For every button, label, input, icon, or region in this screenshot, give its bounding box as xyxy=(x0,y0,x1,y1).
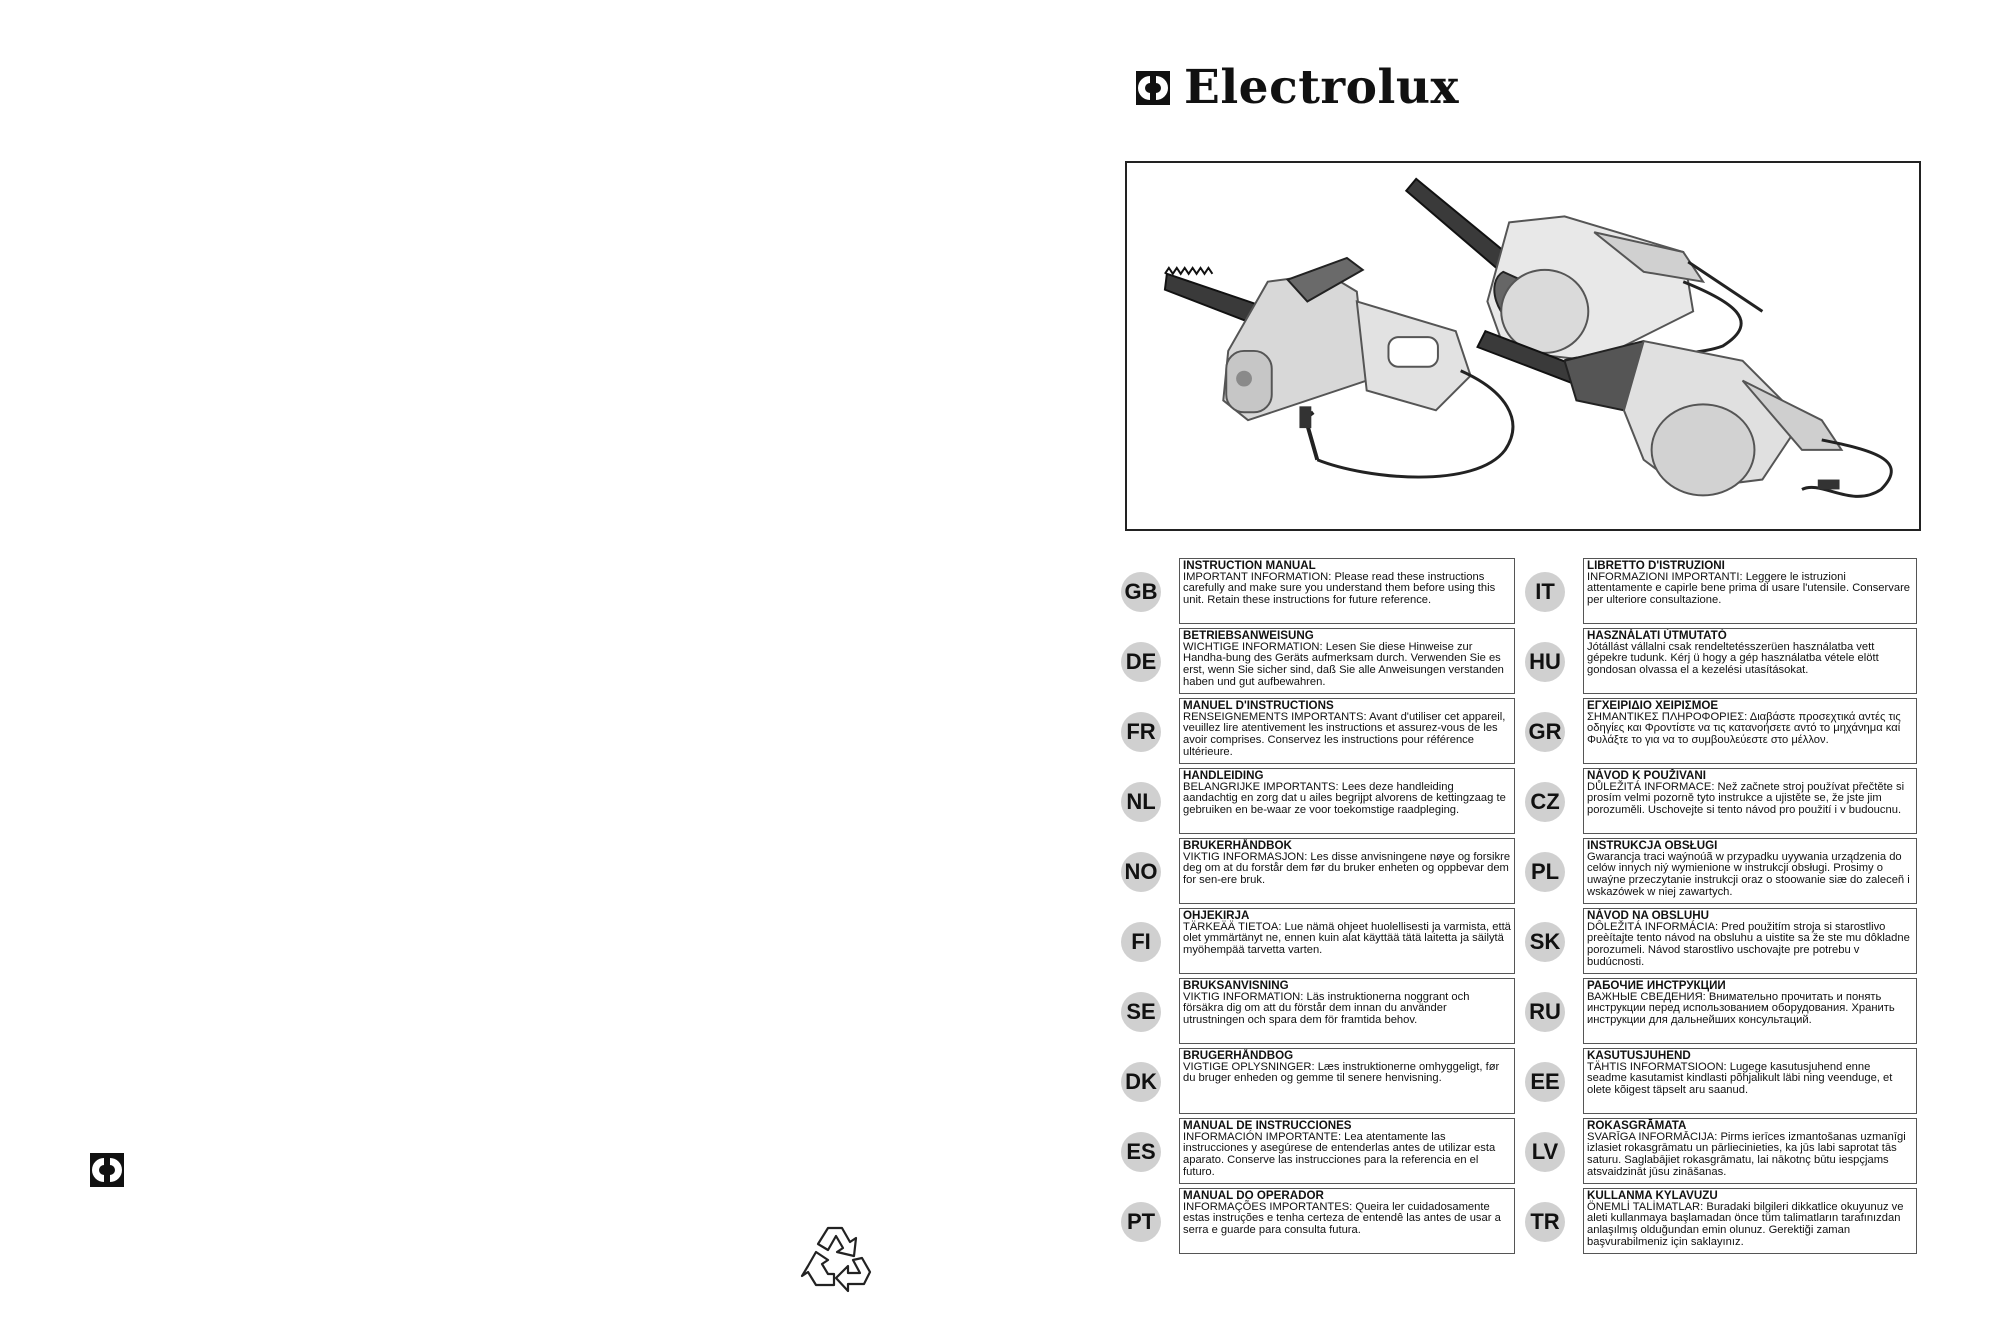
language-entry-de xyxy=(1121,628,1521,694)
manual-notice: VIGTIGE OPLYSNINGER: Læs instruktionerne omhyggeligt, før du bruger enheden og gemme til senere henvisning. xyxy=(1183,1060,1500,1085)
chainsaws-illustration xyxy=(1127,163,1919,529)
language-entry-no xyxy=(1121,838,1521,904)
language-code-badge: EE xyxy=(1525,1062,1565,1102)
manual-notice: ÖNEMLİ TALİMATLAR: Buradaki bilgileri dikkatlice okuyunuz ve aleti kullanmaya başlamadan önce tüm talimatların tarafınızdan anlaşılmış olduğundan emin olunuz. Gerektiği zaman başvurabilmeniz için saklayınız. xyxy=(1587,1200,1904,1248)
language-code-badge: NL xyxy=(1121,782,1161,822)
manual-notice: DÔLEŽITÁ INFORMÁCIA: Pred použitím stroja si starostlivo preèítajte tento návod na obsluhu a uistite sa že ste mu dôkladne porozumeli. Návod starostlivo uschovajte pre potrebu v budúcnosti. xyxy=(1587,920,1910,968)
language-description xyxy=(1179,978,1515,1044)
manual-title: BRUKERHÅNDBOK xyxy=(1183,839,1292,852)
language-entry-pt xyxy=(1121,1188,1521,1254)
manual-title: NÁVOD K POUŽIVANI xyxy=(1587,769,1706,782)
manual-title: MANUAL DO OPERADOR xyxy=(1183,1189,1324,1202)
manual-notice: DŮLEŽITÁ INFORMACE: Než začnete stroj používat přečtěte si prosím velmi pozorně tyto instrukce a ujistěte se, že jste jim porozuměli. Uschovejte si tento návod pro použití i v budoucnu. xyxy=(1587,780,1905,816)
language-code-badge: DE xyxy=(1121,642,1161,682)
manual-notice: ВАЖНЫЕ СВЕДЕНИЯ: Внимательно прочитать и понять инструкции перед использованием оборудования. Хранить инструкции для дальнейших консультаций. xyxy=(1587,990,1895,1026)
manual-notice: Jótállást vállalni csak rendeltetésszerüen használatba vett gépekre tudunk. Kérj ü hogy a gép használatba vétele elött gondosan olvassa el a kezelési utasításokat. xyxy=(1587,640,1879,676)
language-entry-ee xyxy=(1525,1048,1925,1114)
manual-notice: IMPORTANT INFORMATION: Please read these instructions carefully and make sure you understand them before using this unit. Retain these instructions for future reference. xyxy=(1183,570,1496,606)
manual-notice: SVARĪGA INFORMĀCIJA: Pirms ierīces izmantošanas uzmanīgi izlasiet rokasgrāmatu un pārliecinieties, ka jūs labi saprotat tās saturu. Saglabājiet rokasgrāmatu, lai nākotnç būtu iespçjams atsvaidzināt jūsu zināšanas. xyxy=(1587,1130,1906,1178)
electrolux-logo-icon xyxy=(1136,71,1170,105)
language-code-badge: FR xyxy=(1121,712,1161,752)
language-entry-ru xyxy=(1525,978,1925,1044)
language-entry-it xyxy=(1525,558,1925,624)
manual-title: ROKASGRĀMATA xyxy=(1587,1119,1687,1132)
language-description xyxy=(1179,838,1515,904)
manual-notice: VIKTIG INFORMASJON: Les disse anvisningene nøye og forsikre deg om at du forstår dem før du bruker enheten og oppbevar dem for sen-ere bruk. xyxy=(1183,850,1511,886)
language-description xyxy=(1583,1048,1917,1114)
language-code-badge: NO xyxy=(1121,852,1161,892)
manual-title: NÁVOD NA OBSLUHU xyxy=(1587,909,1709,922)
brand-name: Electrolux xyxy=(1184,60,1460,115)
chainsaw-top-right xyxy=(1406,179,1762,361)
manual-title: ΕΓΧΕΙΡΙΔΙΟ ΧΕΙΡΙΣΜΟΕ xyxy=(1587,699,1719,712)
manual-notice: Gwarancja traci waýnoúã w przypadku uyywania urządzenia do celów innych niý wymienione w instrukcji obsługi. Prosimy o uwaýne przeczytanie instrukcji oraz o stoowanie siæ do zaleceñ i wskazówek w niej zawartych. xyxy=(1587,850,1910,898)
product-photo xyxy=(1125,161,1921,531)
language-description xyxy=(1179,768,1515,834)
language-description xyxy=(1583,1188,1917,1254)
language-description xyxy=(1179,1048,1515,1114)
language-entry-hu xyxy=(1525,628,1925,694)
language-entry-lv xyxy=(1525,1118,1925,1184)
language-code-badge: DK xyxy=(1121,1062,1161,1102)
manual-title: KULLANMA KYLAVUZU xyxy=(1587,1189,1718,1202)
manual-notice: VIKTIG INFORMATION: Läs instruktionerna noggrant och försäkra dig om att du förstår dem innan du använder utrustningen och spara dem för framtida behov. xyxy=(1183,990,1470,1026)
language-description xyxy=(1583,908,1917,974)
language-entry-tr xyxy=(1525,1188,1925,1254)
language-description xyxy=(1583,558,1917,624)
language-entry-fi xyxy=(1121,908,1521,974)
language-code-badge: GB xyxy=(1121,572,1161,612)
language-code-badge: ES xyxy=(1121,1132,1161,1172)
language-description xyxy=(1583,838,1917,904)
manual-title: BETRIEBSANWEISUNG xyxy=(1183,629,1314,642)
language-description xyxy=(1583,698,1917,764)
manual-notice: INFORMACIÓN IMPORTANTE: Lea atentamente las instrucciones y asegúrese de entenderlas antes de utilizar esta aparato. Conserve las instrucciones para la referencia en el futuro. xyxy=(1183,1130,1496,1178)
chainsaw-bottom-right xyxy=(1477,331,1891,496)
language-description xyxy=(1583,1118,1917,1184)
language-code-badge: HU xyxy=(1525,642,1565,682)
language-code-badge: SK xyxy=(1525,922,1565,962)
recycle-icon xyxy=(798,1222,880,1302)
language-entry-gr xyxy=(1525,698,1925,764)
manual-title: HANDLEIDING xyxy=(1183,769,1264,782)
manual-title: MANUAL DE INSTRUCCIONES xyxy=(1183,1119,1352,1132)
language-description xyxy=(1179,1118,1515,1184)
manual-notice: TÄRKEÄÄ TIETOA: Lue nämä ohjeet huolellisesti ja varmista, että olet ymmärtänyt ne, ennen kuin alat käyttää tätä laitetta ja säilytä myöhempää tarvetta varten. xyxy=(1183,920,1511,956)
chainsaw-left xyxy=(1165,258,1513,477)
language-description xyxy=(1179,908,1515,974)
language-code-badge: PT xyxy=(1121,1202,1161,1242)
language-code-badge: PL xyxy=(1525,852,1565,892)
language-entry-dk xyxy=(1121,1048,1521,1114)
manual-title: HASZNÁLATI ÚTMUTATÓ xyxy=(1587,629,1727,642)
manual-title: MANUEL D'INSTRUCTIONS xyxy=(1183,699,1334,712)
language-entry-nl xyxy=(1121,768,1521,834)
manual-title: INSTRUCTION MANUAL xyxy=(1183,559,1316,572)
language-code-badge: SE xyxy=(1121,992,1161,1032)
language-description xyxy=(1179,558,1515,624)
language-description xyxy=(1179,698,1515,764)
language-code-badge: GR xyxy=(1525,712,1565,752)
language-code-badge: LV xyxy=(1525,1132,1565,1172)
language-entry-gb xyxy=(1121,558,1521,624)
manual-title: INSTRUKCJA OBSŁUGI xyxy=(1587,839,1718,852)
language-entry-se xyxy=(1121,978,1521,1044)
manual-notice: WICHTIGE INFORMATION: Lesen Sie diese Hinweise zur Handha-bung des Geräts aufmerksam durch. Verwenden Sie es erst, wenn Sie sicher sind, daß Sie alle Anweisungen verstanden haben und gut aufbewahren. xyxy=(1183,640,1504,688)
manual-title: BRUGERHÅNDBOG xyxy=(1183,1049,1294,1062)
language-entry-sk xyxy=(1525,908,1925,974)
language-entry-pl xyxy=(1525,838,1925,904)
manual-notice: RENSEIGNEMENTS IMPORTANTS: Avant d'utiliser cet appareil, veuillez lire atentivement les instructions et assurez-vous de les avoir comprises. Conservez les instructions pour référence ultérieure. xyxy=(1183,710,1506,758)
language-description xyxy=(1179,628,1515,694)
manual-title: LIBRETTO D'ISTRUZIONI xyxy=(1587,559,1725,572)
manual-title: РАБОЧИЕ ИНСТРУКЦИИ xyxy=(1587,979,1726,992)
electrolux-logo-icon xyxy=(90,1153,124,1187)
manual-notice: TÄHTIS INFORMATSIOON: Lugege kasutusjuhend enne seadme kasutamist kindlasti põhjalikult läbi ning veenduge, et olete kõigest täpselt aru saanud. xyxy=(1587,1060,1893,1096)
manual-notice: INFORMAÇÕES IMPORTANTES: Queira ler cuidadosamente estas instruções e tenha certeza de entendê las antes de usar a serra e guarde para consulta futura. xyxy=(1183,1200,1501,1236)
language-entry-es xyxy=(1121,1118,1521,1184)
manual-title: OHJEKIRJA xyxy=(1183,909,1250,922)
manual-notice: INFORMAZIONI IMPORTANTI: Leggere le istruzioni attentamente e capirle bene prima di usare l'utensile. Conservare per ulteriore consultazione. xyxy=(1587,570,1911,606)
language-code-badge: CZ xyxy=(1525,782,1565,822)
manual-notice: ΣΗΜΑΝΤΙΚΕΣ ΠΛΗΡΟΦΟΡΙΕΣ: Διαβάστε προσεχτικά αντές τις οδηγίες και Φροντίστε να τις κατανοήσετε αντό το μηχάνημα καί Φυλάξτε το για να το συμβουλεύεστε στο μέλλον. xyxy=(1587,710,1901,746)
language-entry-cz xyxy=(1525,768,1925,834)
language-code-badge: TR xyxy=(1525,1202,1565,1242)
manual-notice: BELANGRIJKE IMPORTANTS: Lees deze handleiding aandachtig en zorg dat u ailes begrijpt alvorens de kettingzaag te gebruiken en be-waar ze voor toekomstige raadpleging. xyxy=(1183,780,1506,816)
language-description xyxy=(1583,978,1917,1044)
brand-header xyxy=(1136,60,1460,115)
manual-title: KASUTUSJUHEND xyxy=(1587,1049,1691,1062)
language-description xyxy=(1179,1188,1515,1254)
language-code-badge: IT xyxy=(1525,572,1565,612)
language-entry-fr xyxy=(1121,698,1521,764)
language-code-badge: FI xyxy=(1121,922,1161,962)
language-code-badge: RU xyxy=(1525,992,1565,1032)
language-description xyxy=(1583,628,1917,694)
manual-title: BRUKSANVISNING xyxy=(1183,979,1289,992)
language-description xyxy=(1583,768,1917,834)
